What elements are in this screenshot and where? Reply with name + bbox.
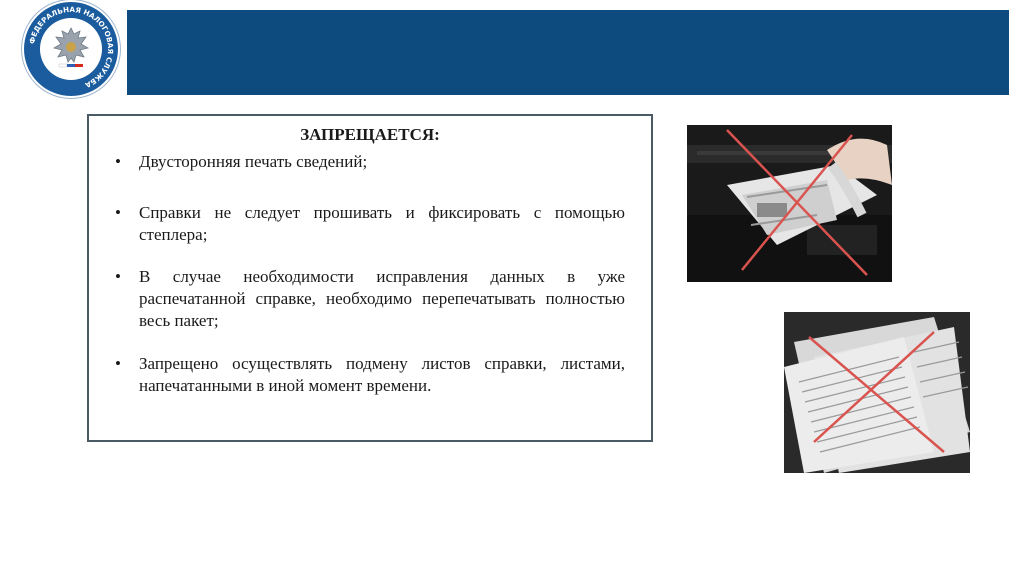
eagle-emblem-icon <box>40 18 102 80</box>
fns-logo <box>24 2 118 96</box>
rules-box <box>87 114 653 442</box>
rule-item <box>115 202 625 246</box>
bullet: • <box>115 152 121 171</box>
printer-photo <box>687 125 892 282</box>
rule-item <box>115 151 625 173</box>
rule-text: В случае необходимости исправления данных в уже распечатанной справке, необходимо перепечатывать полностью весь пакет; <box>139 267 625 330</box>
bullet: • <box>115 354 121 373</box>
rule-text: Двусторонняя печать сведений; <box>139 152 368 171</box>
rule-text: Справки не следует прошивать и фиксировать с помощью степлера; <box>139 203 625 244</box>
cross-icon <box>784 312 970 473</box>
bullet: • <box>115 267 121 286</box>
bullet: • <box>115 203 121 222</box>
cross-icon <box>687 125 892 282</box>
logo-ring-label: ФЕДЕРАЛЬНАЯ НАЛОГОВАЯ СЛУЖБА <box>27 4 116 90</box>
rules-title: ЗАПРЕЩАЕТСЯ: <box>300 125 440 144</box>
pages-photo <box>784 312 970 473</box>
rule-item <box>115 266 625 332</box>
rule-text: Запрещено осуществлять подмену листов справки, листами, напечатанными в иной момент времени. <box>139 354 625 395</box>
logo-inner <box>40 18 102 80</box>
rule-item <box>115 353 625 397</box>
header-bar <box>127 10 1009 95</box>
